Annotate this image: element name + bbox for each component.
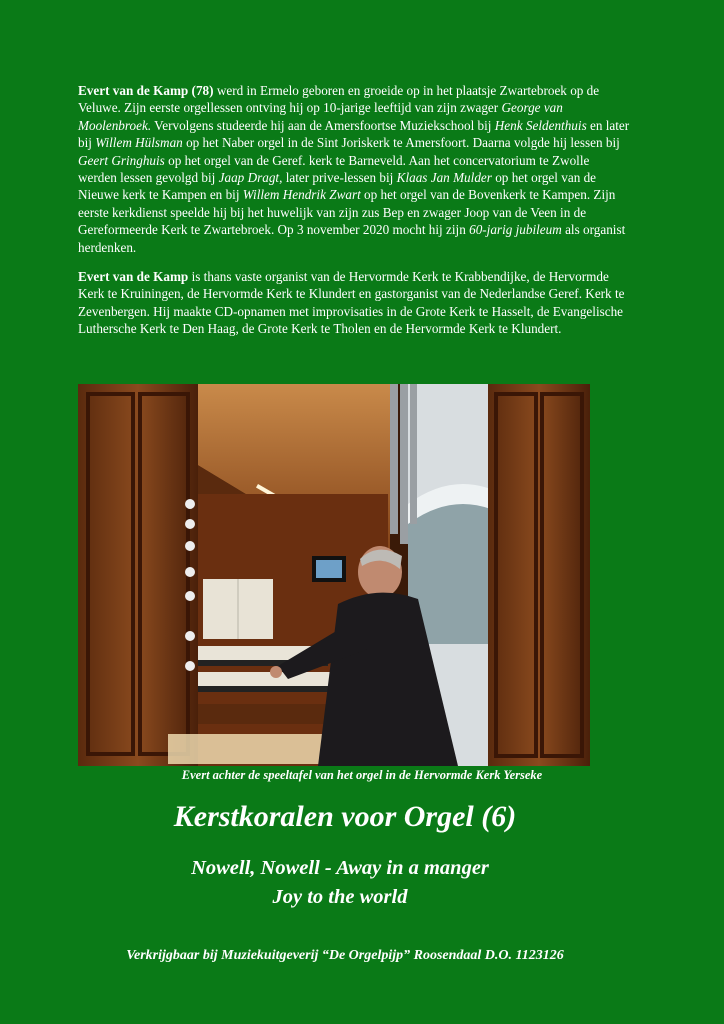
- text-run: Klaas Jan Mulder: [396, 170, 492, 186]
- publication-subtitle-1: Nowell, Nowell - Away in a manger: [191, 857, 489, 879]
- text-run: Evert van de Kamp: [78, 269, 189, 284]
- biography-paragraph-2: [78, 268, 630, 338]
- text-run: George van Moolenbroek.: [78, 100, 563, 133]
- text-run: Willem Hülsman: [95, 135, 183, 151]
- text-run: Geert Gringhuis: [78, 152, 165, 168]
- text-run: Jaap Dragt: [218, 170, 280, 186]
- text-run: als organist herdenken.: [78, 222, 626, 255]
- text-run: op het Naber orgel in de Sint Joriskerk te Amersfoort. Daarna volgde hij lessen bij: [182, 135, 620, 151]
- text-run: Willem Hendrik Zwart: [242, 187, 361, 203]
- text-run: op het orgel van de Geref. kerk te Barneveld. Aan het concervatorium te Zwolle werden lessen gevolgd bij: [78, 152, 590, 186]
- publication-title: Kerstkoralen voor Orgel (6): [173, 800, 517, 833]
- text-run: Vervolgens studeerde hij aan de Amersfoortse Muziekschool bij: [151, 117, 495, 133]
- text-run: en later bij: [78, 117, 630, 151]
- text-run: Evert van de Kamp (78): [78, 83, 214, 98]
- text-run: , later prive-lessen bij: [279, 170, 397, 186]
- text-run: Henk Seldenthuis: [494, 117, 587, 133]
- text-run: werd in Ermelo geboren en groeide op in het plaatsje Zwartebroek op de Veluwe. Zijn eerste orgellessen ontving hij op 10-jarige leeftijd van zijn zwager: [78, 83, 600, 116]
- publisher-footer: Verkrijgbaar bij Muziekuitgeverij “De Orgelpijp” Roosendaal D.O. 1123126: [126, 948, 564, 963]
- text-run: op het orgel van de Nieuwe kerk te Kampen en bij: [78, 170, 597, 203]
- text-run: op het orgel van de Bovenkerk te Kampen. Zijn eerste kerkdienst speelde hij bij het huwelijk van zijn zus Bep en zwager Joop van de Veen in de Gereformeerde Kerk te Zwartebroek. Op 3 november 2020 mocht hij zijn: [78, 187, 616, 238]
- photo-caption: Evert achter de speeltafel van het orgel in de Hervormde Kerk Yerseke: [181, 768, 543, 782]
- biography-paragraph-1: [78, 82, 630, 256]
- text-run: 60-jarig jubileum: [469, 222, 562, 238]
- publication-subtitle-2: Joy to the world: [272, 886, 408, 908]
- organist-photo: [78, 384, 590, 766]
- text-run: is thans vaste organist van de Hervormde Kerk te Krabbendijke, de Hervormde Kerk te Kruiningen, de Hervormde Kerk te Klundert en gastorganist van de Nederlandse Geref. Kerk te Zevenbergen. Hij maakte CD-opnamen met improvisaties in de Grote Kerk te Hasselt, de Evangelische Luthersche Kerk te Den Haag, de Grote Kerk te Tholen en de Hervormde Kerk te Klundert.: [78, 269, 625, 337]
